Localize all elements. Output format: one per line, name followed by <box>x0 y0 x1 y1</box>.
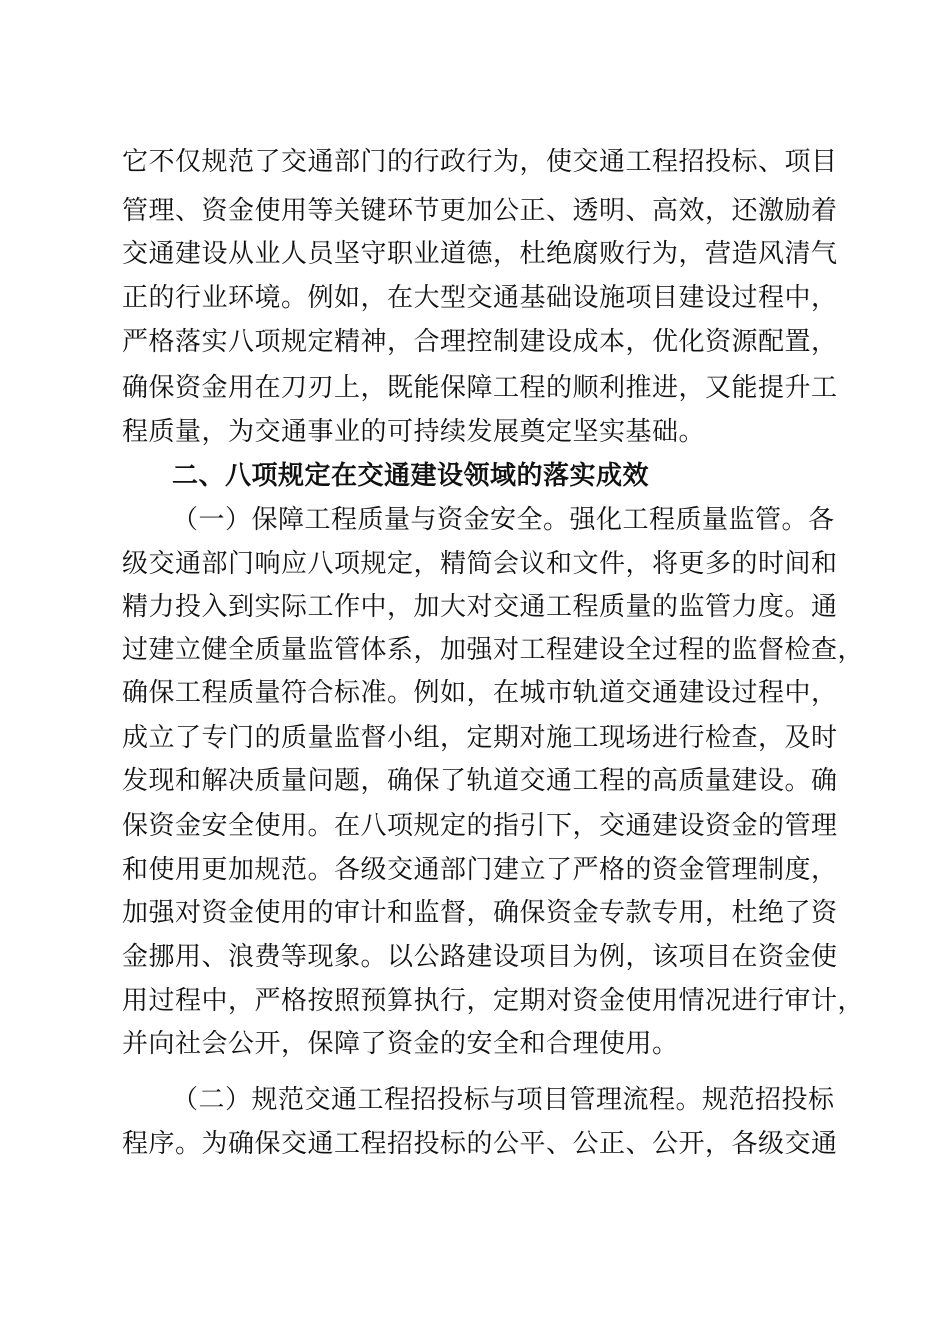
paragraph-line: 确保资金用在刀刃上，既能保障工程的顺利推进，又能提升工 <box>122 373 838 403</box>
paragraph-line: （一）保障工程质量与资金安全。强化工程质量监管。各 <box>172 505 835 535</box>
paragraph-line: 并向社会公开，保障了资金的安全和合理使用。 <box>122 1029 679 1059</box>
paragraph-line: 确保工程质量符合标准。例如，在城市轨道交通建设过程中， <box>122 678 838 708</box>
paragraph-line: 程序。为确保交通工程招投标的公平、公正、公开，各级交通 <box>122 1129 838 1159</box>
paragraph-line: 级交通部门响应八项规定，精简会议和文件，将更多的时间和 <box>122 549 838 579</box>
paragraph-line: （二）规范交通工程招投标与项目管理流程。规范招投标 <box>172 1085 835 1115</box>
paragraph-line: 交通建设从业人员坚守职业道德，杜绝腐败行为，营造风清气 <box>122 239 838 269</box>
paragraph-line: 成立了专门的质量监督小组，定期对施工现场进行检查，及时 <box>122 723 838 753</box>
paragraph-line: 发现和解决质量问题，确保了轨道交通工程的高质量建设。确 <box>122 766 838 796</box>
paragraph-line: 管理、资金使用等关键环节更加公正、透明、高效，还激励着 <box>122 196 838 226</box>
paragraph-line: 保资金安全使用。在八项规定的指引下，交通建设资金的管理 <box>122 811 838 841</box>
paragraph-line: 用过程中，严格按照预算执行，定期对资金使用情况进行审计， <box>122 986 865 1016</box>
paragraph-line: 过建立健全质量监管体系，加强对工程建设全过程的监督检查， <box>122 635 865 665</box>
paragraph-line: 和使用更加规范。各级交通部门建立了严格的资金管理制度， <box>122 855 838 885</box>
paragraph-line: 正的行业环境。例如，在大型交通基础设施项目建设过程中， <box>122 283 838 313</box>
paragraph-line: 精力投入到实际工作中，加大对交通工程质量的监管力度。通 <box>122 592 838 622</box>
paragraph-line: 严格落实八项规定精神，合理控制建设成本，优化资源配置， <box>122 327 838 357</box>
paragraph-line: 程质量，为交通事业的可持续发展奠定坚实基础。 <box>122 417 706 447</box>
paragraph-line: 它不仅规范了交通部门的行政行为，使交通工程招投标、项目 <box>122 147 838 177</box>
section-heading: 二、八项规定在交通建设领域的落实成效 <box>172 461 650 491</box>
paragraph-line: 金挪用、浪费等现象。以公路建设项目为例，该项目在资金使 <box>122 942 838 972</box>
paragraph-line: 加强对资金使用的审计和监督，确保资金专款专用，杜绝了资 <box>122 898 838 928</box>
